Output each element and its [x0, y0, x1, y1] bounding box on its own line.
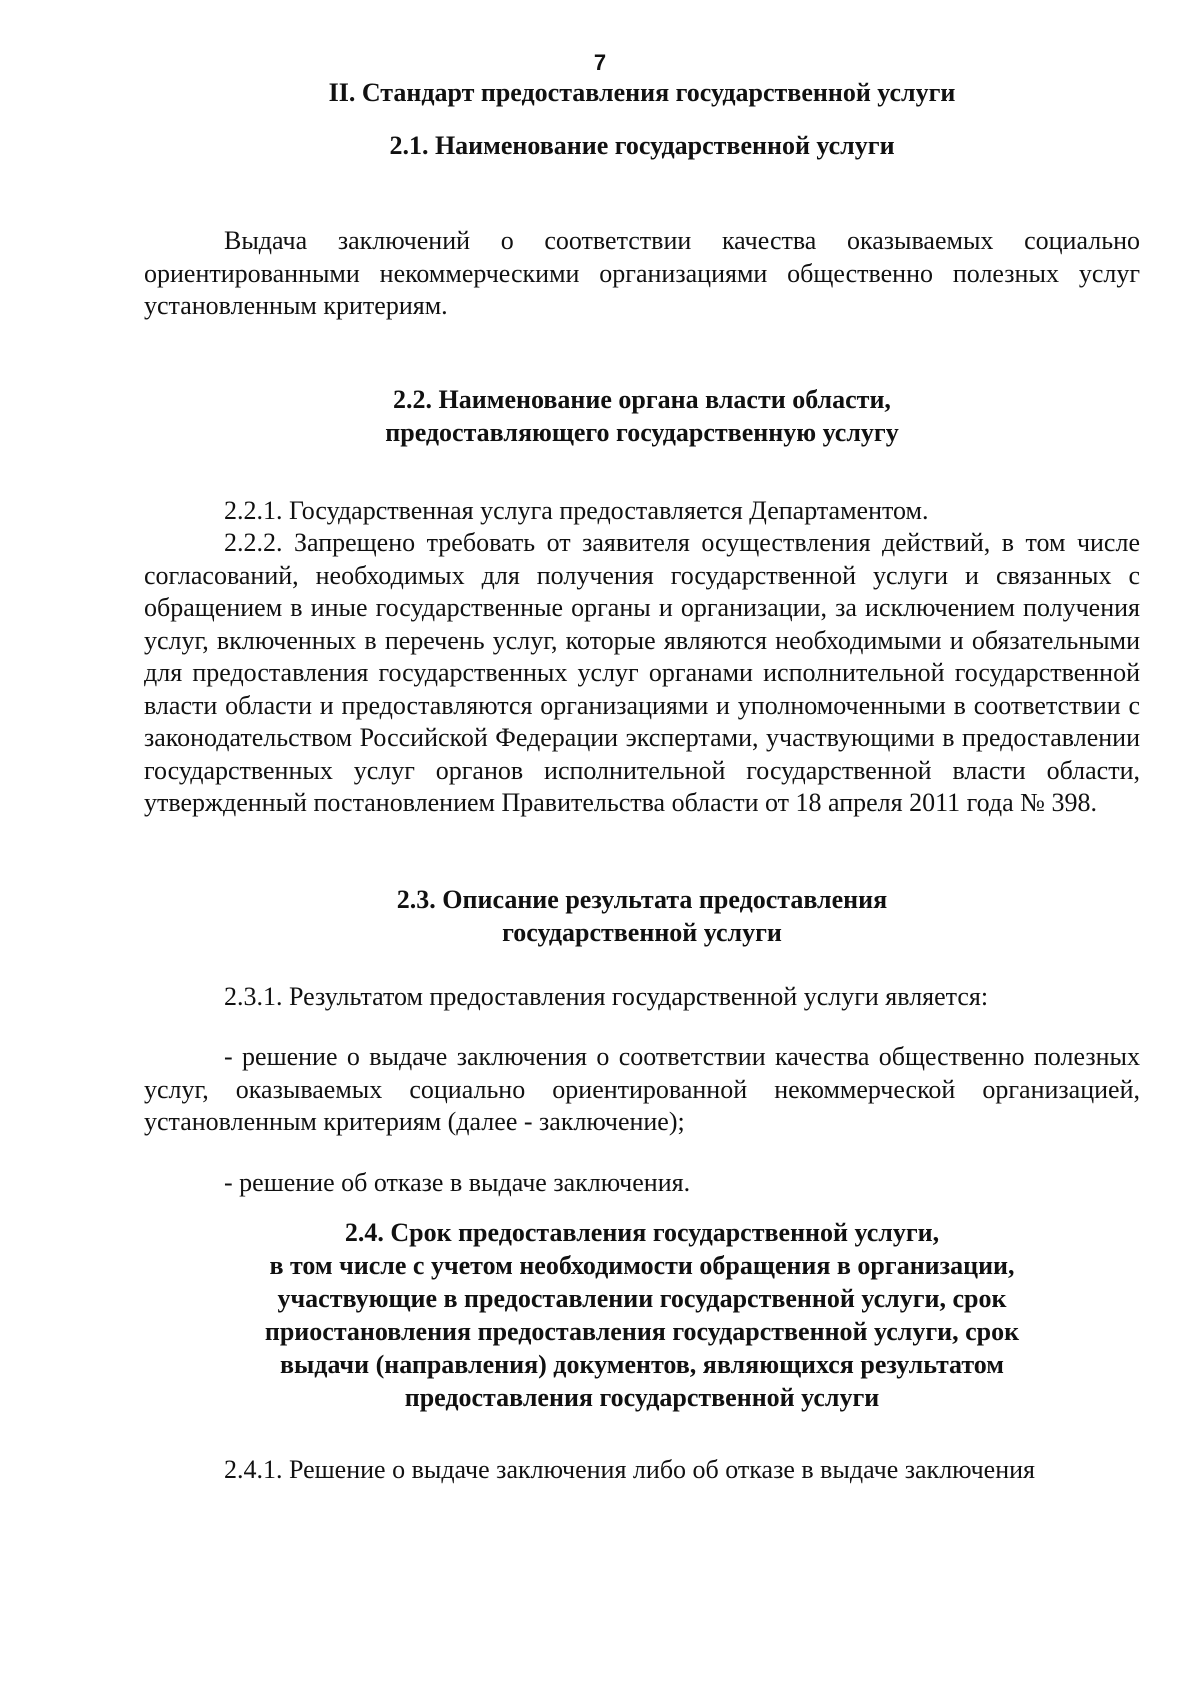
list-item: - решение об отказе в выдаче заключения. — [224, 1167, 691, 1197]
heading-2-4-line: в том числе с учетом необходимости обращения в организации, — [269, 1251, 1015, 1280]
paragraph-2-2-1: 2.2.1. Государственная услуга предоставляется Департаментом. — [224, 495, 929, 525]
page-number: 7 — [593, 50, 607, 75]
heading-2-2-line: 2.2. Наименование органа власти области, — [393, 384, 891, 414]
heading-2-4-line: 2.4. Срок предоставления государственной услуги, — [344, 1218, 940, 1247]
list-item: - решение о выдаче заключения о соответствии качества общественно полезных услуг, оказываемых социально ориентированной некоммерческой организацией, установленным критериям (далее - заключение); — [144, 1042, 1140, 1136]
document-body — [144, 76, 1140, 1487]
heading-2-3-line: государственной услуги — [502, 917, 782, 947]
heading-2-4-line: приостановления предоставления государственной услуги, срок — [264, 1317, 1020, 1346]
paragraph-2-1-text: Выдача заключений о соответствии качества оказываемых социально ориентированными некоммерческими организациями общественно полезных услуг установленным критериям. — [144, 226, 1140, 320]
heading-2-4 — [144, 1216, 1140, 1414]
section-title: II. Стандарт предоставления государственной услуги — [328, 78, 956, 107]
paragraph-2-3-1: 2.3.1. Результатом предоставления государственной услуги является: — [224, 981, 989, 1011]
heading-2-4-line: предоставления государственной услуги — [404, 1383, 880, 1412]
heading-2-2-line: предоставляющего государственную услугу — [385, 417, 899, 447]
paragraph-2-2-2: 2.2.2. Запрещено требовать от заявителя осуществления действий, в том числе согласований, необходимых для получения государственной услуги и связанных с обращением в иные государственные органы и организации, за исключением получения услуг, включенных в перечень услуг, которые являются необходимыми и обязательными для предоставления государственных услуг органами исполнительной государственной власти области и предоставляются организациями и уполномоченными в соответствии с законодательством Российской Федерации экспертами, участвующими в предоставлении государственных услуг органов исполнительной государственной власти области, утвержденный постановлением Правительства области от 18 апреля 2011 года № 398. — [144, 528, 1140, 817]
heading-2-3 — [144, 883, 1140, 949]
heading-2-2 — [144, 383, 1140, 449]
paragraph-2-4-1: 2.4.1. Решение о выдаче заключения либо об отказе в выдаче заключения — [224, 1455, 1036, 1484]
heading-2-1: 2.1. Наименование государственной услуги — [389, 131, 895, 160]
heading-2-4-line: участвующие в предоставлении государственной услуги, срок — [277, 1284, 1007, 1313]
heading-2-4-line: выдачи (направления) документов, являющихся результатом — [279, 1350, 1005, 1379]
heading-2-3-line: 2.3. Описание результата предоставления — [396, 884, 888, 914]
